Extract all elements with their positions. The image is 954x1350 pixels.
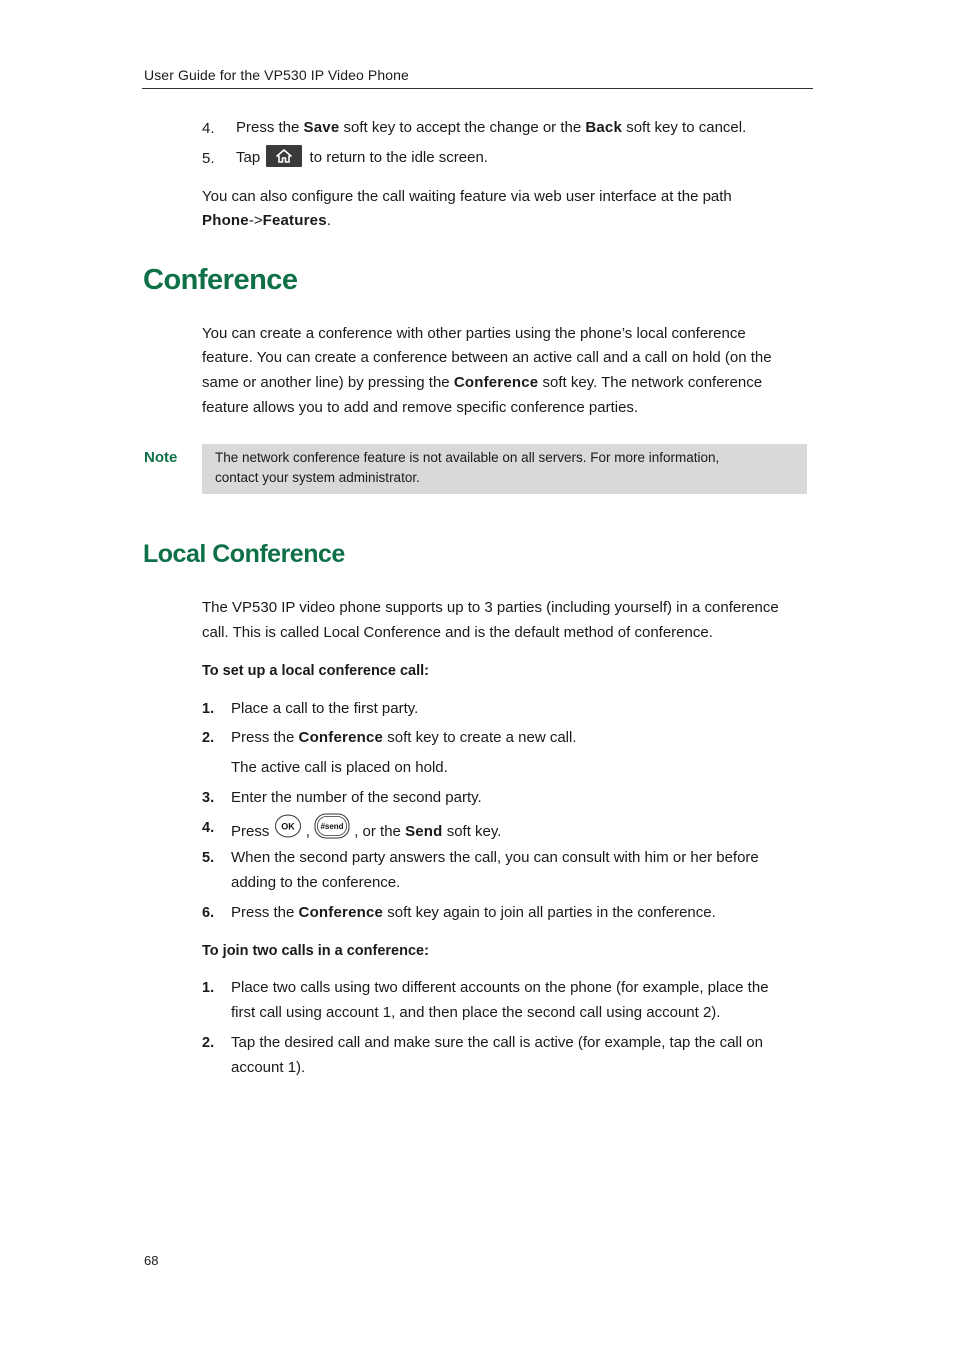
step-4-text: Press the Save soft key to accept the change or the Back soft key to cancel. <box>236 119 747 136</box>
note-label: Note <box>144 449 178 466</box>
conference-para-line4: feature allows you to add and remove specific conference parties. <box>202 399 639 416</box>
conference-para-line2: feature. You can create a conference between an active call and a call on hold (on the <box>202 349 772 366</box>
page-number: 68 <box>144 1253 159 1268</box>
note-box <box>202 444 807 494</box>
call-waiting-para-line1: You can also configure the call waiting feature via web user interface at the path <box>202 188 732 205</box>
svg-text:OK: OK <box>280 821 295 832</box>
setup-step-2-number: 2. <box>202 730 215 746</box>
setup-step-3-text: Enter the number of the second party. <box>231 789 482 806</box>
call-waiting-path: Phone->Features. <box>202 212 331 229</box>
conference-para-line1: You can create a conference with other parties using the phone’s local conference <box>202 325 746 342</box>
back-key-label: Back <box>585 119 623 136</box>
join-step-1-number: 1. <box>202 980 215 996</box>
setup-step-2-text: Press the Conference soft key to create a new call. <box>231 729 577 746</box>
setup-step-4-number: 4. <box>202 820 215 836</box>
note-line2: contact your system administrator. <box>215 470 420 485</box>
setup-subheading: To set up a local conference call: <box>202 663 429 679</box>
join-step-2-number: 2. <box>202 1035 215 1051</box>
setup-step-5-line2: adding to the conference. <box>231 874 401 891</box>
setup-step-4-text: Press OK , #send , or the Send soft key. <box>231 815 501 849</box>
conference-para-line3: same or another line) by pressing the Conference soft key. The network conference <box>202 374 763 391</box>
setup-step-5-line1: When the second party answers the call, you can consult with him or her before <box>231 849 759 866</box>
note-line1: The network conference feature is not available on all servers. For more information, <box>215 450 720 465</box>
local-intro-line1: The VP530 IP video phone supports up to 3 parties (including yourself) in a conference <box>202 599 779 616</box>
ok-key-icon <box>274 814 302 846</box>
conference-key-label: Conference <box>453 374 539 391</box>
svg-text:#send: #send <box>320 822 344 831</box>
setup-step-1-text: Place a call to the first party. <box>231 700 419 717</box>
setup-step-6-text: Press the Conference soft key again to join all parties in the conference. <box>231 904 716 921</box>
join-step-1-line1: Place two calls using two different accounts on the phone (for example, place the <box>231 979 769 996</box>
hash-send-key-icon <box>314 813 350 847</box>
step-5-number: 5. <box>202 150 215 167</box>
running-header: User Guide for the VP530 IP Video Phone <box>144 67 409 83</box>
save-key-label: Save <box>303 119 340 136</box>
setup-step-6-number: 6. <box>202 905 215 921</box>
home-icon <box>266 145 302 167</box>
step-4-number: 4. <box>202 120 215 137</box>
join-step-2-line2: account 1). <box>231 1059 306 1076</box>
local-intro-line2: call. This is called Local Conference and is the default method of conference. <box>202 624 713 641</box>
join-subheading: To join two calls in a conference: <box>202 943 429 959</box>
setup-step-1-number: 1. <box>202 701 215 717</box>
header-divider <box>142 88 813 89</box>
setup-step-5-number: 5. <box>202 850 215 866</box>
step-5-text: Tap to return to the idle screen. <box>236 145 488 170</box>
setup-step-3-number: 3. <box>202 790 215 806</box>
setup-step-2-subtext: The active call is placed on hold. <box>231 759 448 776</box>
join-step-2-line1: Tap the desired call and make sure the call is active (for example, tap the call on <box>231 1034 763 1051</box>
send-key-label: Send <box>405 822 443 840</box>
conference-heading: Conference <box>143 264 298 296</box>
join-step-1-line2: first call using account 1, and then place the second call using account 2). <box>231 1004 721 1021</box>
local-conference-heading: Local Conference <box>143 540 345 568</box>
